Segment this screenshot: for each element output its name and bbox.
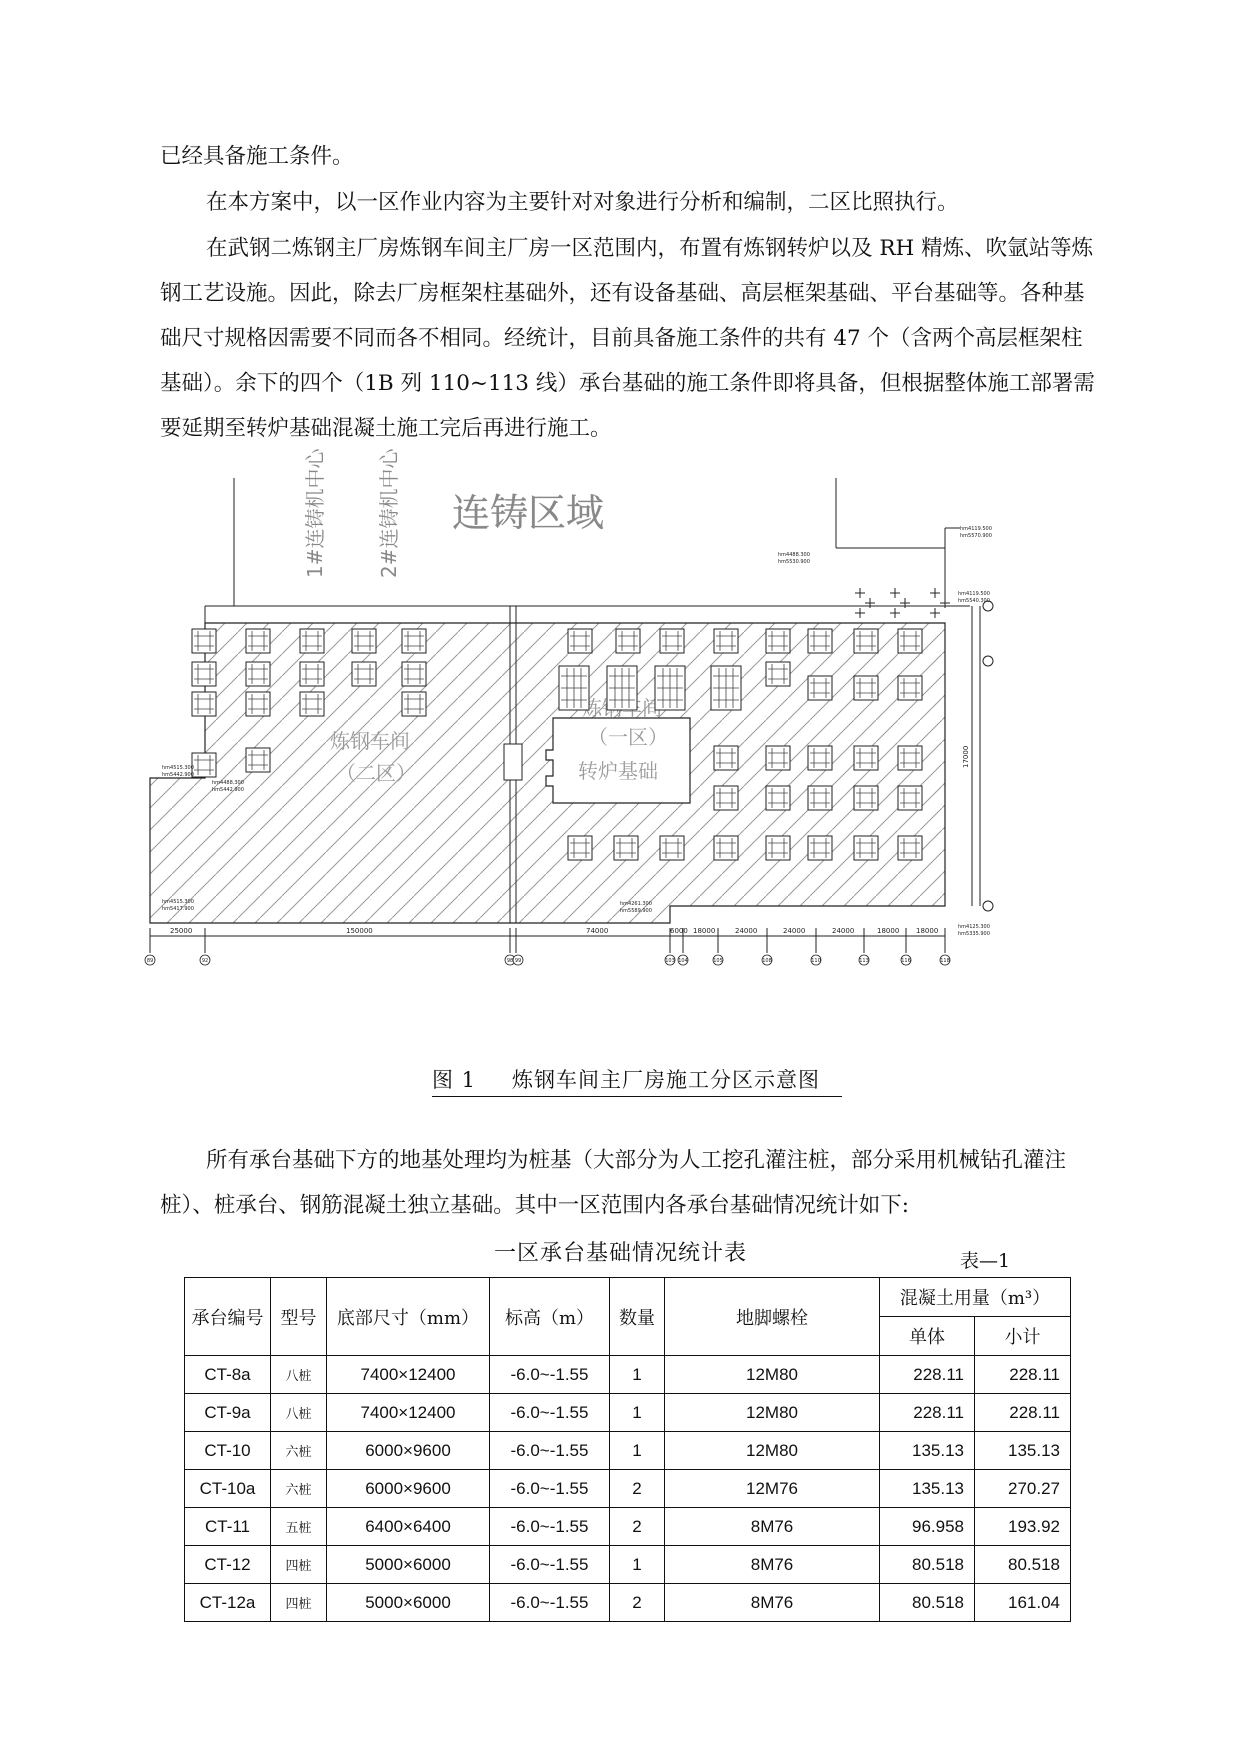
svg-text:hm5417.900: hm5417.900	[162, 906, 194, 912]
cell-subtotal: 80.518	[975, 1546, 1071, 1584]
cell-elevation: -6.0~-1.55	[490, 1470, 610, 1508]
cell-quantity: 2	[610, 1470, 665, 1508]
cell-unit: 96.958	[880, 1508, 975, 1546]
cell-type: 六桩	[271, 1470, 327, 1508]
header-concrete: 混凝土用量（m³）	[880, 1278, 1071, 1317]
header-size: 底部尺寸（mm）	[327, 1278, 490, 1356]
cell-id: CT-10a	[185, 1470, 271, 1508]
foundation-stats-table	[184, 1277, 1071, 1622]
cell-size: 5000×6000	[327, 1584, 490, 1622]
cell-elevation: -6.0~-1.55	[490, 1546, 610, 1584]
table-row	[185, 1394, 1071, 1432]
caster-2-label: 2#连铸机中心	[377, 448, 401, 578]
svg-text:6000: 6000	[670, 927, 688, 935]
svg-text:hm5335.900: hm5335.900	[958, 931, 990, 937]
svg-text:hm5540.300: hm5540.300	[958, 598, 990, 604]
zone-1-label-3: 转炉基础	[578, 759, 658, 783]
svg-text:98: 98	[506, 958, 514, 964]
svg-text:25000: 25000	[170, 927, 193, 935]
cell-type: 四桩	[271, 1546, 327, 1584]
cell-type: 八桩	[271, 1394, 327, 1432]
cell-subtotal: 228.11	[975, 1356, 1071, 1394]
cell-bolts: 12M80	[665, 1356, 880, 1394]
cell-size: 7400×12400	[327, 1394, 490, 1432]
svg-text:24000: 24000	[783, 927, 806, 935]
side-dimension: 17000	[962, 745, 970, 768]
figure-number: 图 1	[432, 1068, 477, 1092]
cell-id: CT-8a	[185, 1356, 271, 1394]
cell-bolts: 12M80	[665, 1394, 880, 1432]
svg-text:150000: 150000	[346, 927, 373, 935]
svg-text:hm4515.300: hm4515.300	[162, 899, 194, 905]
cell-size: 7400×12400	[327, 1356, 490, 1394]
cell-subtotal: 228.11	[975, 1394, 1071, 1432]
svg-text:hm5570.900: hm5570.900	[960, 533, 992, 539]
cell-bolts: 8M76	[665, 1546, 880, 1584]
cell-bolts: 8M76	[665, 1584, 880, 1622]
cell-unit: 228.11	[880, 1394, 975, 1432]
cell-type: 五桩	[271, 1508, 327, 1546]
cell-unit: 80.518	[880, 1584, 975, 1622]
svg-text:hm4261.300: hm4261.300	[620, 901, 652, 907]
cell-unit: 135.13	[880, 1432, 975, 1470]
svg-text:hm5442.900: hm5442.900	[162, 772, 194, 778]
svg-text:18000: 18000	[916, 927, 939, 935]
svg-text:hm4488.300: hm4488.300	[212, 780, 244, 786]
cell-elevation: -6.0~-1.55	[490, 1394, 610, 1432]
svg-text:hm5530.900: hm5530.900	[778, 559, 810, 565]
table-row	[185, 1356, 1071, 1394]
cell-size: 6000×9600	[327, 1470, 490, 1508]
header-anchor-bolts: 地脚螺栓	[665, 1278, 880, 1356]
cell-elevation: -6.0~-1.55	[490, 1432, 610, 1470]
svg-text:hm4515.300: hm4515.300	[162, 765, 194, 771]
svg-text:hm5589.900: hm5589.900	[620, 908, 652, 914]
header-unit: 单体	[880, 1317, 975, 1356]
svg-text:113: 113	[859, 958, 869, 964]
cell-bolts: 12M80	[665, 1432, 880, 1470]
cell-type: 八桩	[271, 1356, 327, 1394]
header-quantity: 数量	[610, 1278, 665, 1356]
svg-text:92: 92	[201, 958, 209, 964]
cell-unit: 80.518	[880, 1546, 975, 1584]
cell-elevation: -6.0~-1.55	[490, 1584, 610, 1622]
svg-text:108: 108	[762, 958, 772, 964]
svg-text:hm4125.300: hm4125.300	[958, 924, 990, 930]
dimension-labels	[170, 927, 938, 935]
cell-subtotal: 135.13	[975, 1432, 1071, 1470]
header-type: 型号	[271, 1278, 327, 1356]
cell-elevation: -6.0~-1.55	[490, 1356, 610, 1394]
paragraph-continuation: 已经具备施工条件。	[160, 144, 354, 169]
cell-id: CT-10	[185, 1432, 271, 1470]
cell-size: 6000×9600	[327, 1432, 490, 1470]
cell-elevation: -6.0~-1.55	[490, 1508, 610, 1546]
svg-text:24000: 24000	[832, 927, 855, 935]
zone-2-label-2: （二区）	[336, 761, 416, 785]
table-row	[185, 1470, 1071, 1508]
cell-id: CT-11	[185, 1508, 271, 1546]
cell-unit: 135.13	[880, 1470, 975, 1508]
caster-1-label: 1#连铸机中心	[303, 448, 327, 578]
table-row	[185, 1584, 1071, 1622]
svg-text:116: 116	[901, 958, 911, 964]
table-row	[185, 1432, 1071, 1470]
region-title-caster: 连铸区域	[452, 491, 605, 535]
svg-text:hm4119.500: hm4119.500	[958, 591, 990, 597]
paragraph-scope: 在本方案中，以一区作业内容为主要针对对象进行分析和编制，二区比照执行。	[206, 190, 959, 215]
cell-quantity: 1	[610, 1356, 665, 1394]
svg-text:hm5442.900: hm5442.900	[212, 787, 244, 793]
svg-text:18000: 18000	[877, 927, 900, 935]
cell-quantity: 1	[610, 1432, 665, 1470]
figure-caption	[432, 1064, 842, 1097]
header-elevation: 标高（m）	[490, 1278, 610, 1356]
cell-bolts: 12M76	[665, 1470, 880, 1508]
figure-title: 炼钢车间主厂房施工分区示意图	[512, 1068, 821, 1092]
cell-subtotal: 270.27	[975, 1470, 1071, 1508]
cell-subtotal: 193.92	[975, 1508, 1071, 1546]
svg-text:24000: 24000	[735, 927, 758, 935]
cell-size: 6400×6400	[327, 1508, 490, 1546]
svg-text:74000: 74000	[586, 927, 609, 935]
svg-text:105: 105	[713, 958, 723, 964]
zone-2-label-1: 炼钢车间	[330, 729, 410, 753]
cell-quantity: 2	[610, 1584, 665, 1622]
svg-text:99: 99	[514, 958, 522, 964]
header-id: 承台编号	[185, 1278, 271, 1356]
cell-bolts: 8M76	[665, 1508, 880, 1546]
axis-labels	[147, 958, 950, 964]
small-piles	[855, 588, 950, 618]
cell-subtotal: 161.04	[975, 1584, 1071, 1622]
table-number: 表—1	[960, 1250, 1011, 1272]
svg-text:hm4119.500: hm4119.500	[960, 526, 992, 532]
svg-text:104: 104	[678, 958, 688, 964]
paragraph-pile-foundation: 所有承台基础下方的地基处理均为桩基（大部分为人工挖孔灌注桩，部分采用机械钻孔灌注桩）、桩承台、钢筋混凝土独立基础。其中一区范围内各承台基础情况统计如下:	[160, 1148, 1067, 1218]
cell-unit: 228.11	[880, 1356, 975, 1394]
cell-type: 六桩	[271, 1432, 327, 1470]
cell-quantity: 1	[610, 1546, 665, 1584]
axis-bubbles	[145, 955, 950, 965]
cell-type: 四桩	[271, 1584, 327, 1622]
header-subtotal: 小计	[975, 1317, 1071, 1356]
table-row	[185, 1508, 1071, 1546]
table-row	[185, 1546, 1071, 1584]
svg-text:118: 118	[940, 958, 950, 964]
svg-text:89: 89	[146, 958, 154, 964]
svg-text:110: 110	[811, 958, 821, 964]
cell-quantity: 2	[610, 1508, 665, 1546]
cell-id: CT-12a	[185, 1584, 271, 1622]
table-title: 一区承台基础情况统计表	[493, 1241, 747, 1266]
cell-size: 5000×6000	[327, 1546, 490, 1584]
svg-text:18000: 18000	[693, 927, 716, 935]
svg-text:hm4488.300: hm4488.300	[778, 552, 810, 558]
zoning-drawing	[146, 448, 1100, 1018]
paragraph-foundations: 在武钢二炼钢主厂房炼钢车间主厂房一区范围内，布置有炼钢转炉以及 RH 精炼、吹氩站等炼钢工艺设施。因此，除去厂房框架柱基础外，还有设备基础、高层框架基础、平台基础等。各种基础尺寸规格因需要不同而各不相同。经统计，目前具备施工条件的共有 47 个（含两个高层框架柱基础）。余下的四个（1B 列 110~113 线）承台基础的施工条件即将具备，但根据整体施工部署需要延期至转炉基础混凝土施工完后再进行施工。	[160, 236, 1095, 441]
cell-id: CT-9a	[185, 1394, 271, 1432]
cell-id: CT-12	[185, 1546, 271, 1584]
zone-1-label-2: （一区）	[588, 725, 668, 749]
cell-quantity: 1	[610, 1394, 665, 1432]
svg-text:103: 103	[665, 958, 675, 964]
